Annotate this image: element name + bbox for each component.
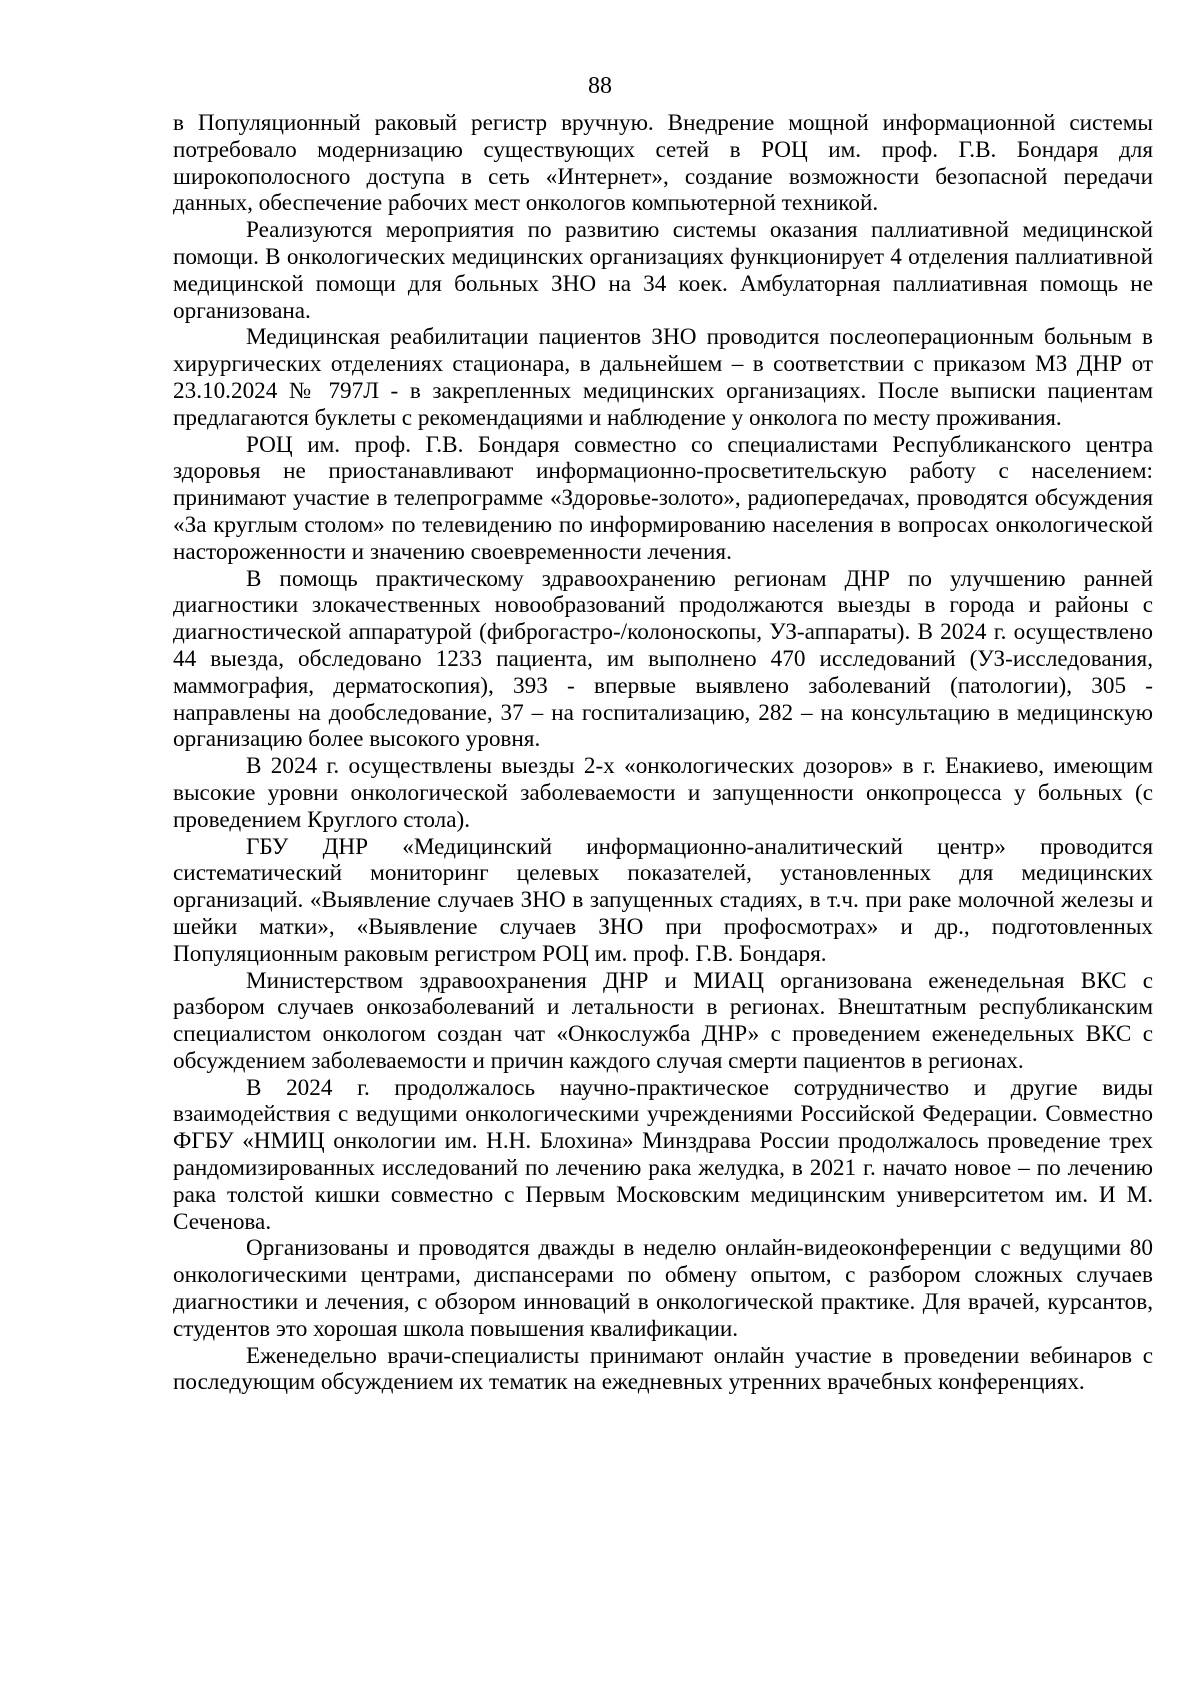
paragraph: РОЦ им. проф. Г.В. Бондаря совместно со специалистами Республиканского центра здоровья не приостанавливают информационно-просветительскую работу с населением: принимают участие в телепрограмме «Здоровье-золото», радиопередачах, проводятся обсуждения «За круглым столом» по телевидению по информированию населения в вопросах онкологической настороженности и значению своевременности лечения. (173, 431, 1153, 565)
paragraph: Реализуются мероприятия по развитию системы оказания паллиативной медицинской помощи. В онкологических медицинских организациях функционирует 4 отделения паллиативной медицинской помощи для больных ЗНО на 34 коек. Амбулаторная паллиативная помощь не организована. (173, 217, 1153, 324)
paragraph: В помощь практическому здравоохранению регионам ДНР по улучшению ранней диагностики злокачественных новообразований продолжаются выезды в города и районы с диагностической аппаратурой (фиброгастро-/колоноскопы, УЗ-аппараты). В 2024 г. осуществлено 44 выезда, обследовано 1233 пациента, им выполнено 470 исследований (УЗ-исследования, маммография, дерматоскопия), 393 - впервые выявлено заболеваний (патологии), 305 - направлены на дообследование, 37 – на госпитализацию, 282 – на консультацию в медицинскую организацию более высокого уровня. (173, 565, 1153, 753)
paragraph: Еженедельно врачи-специалисты принимают онлайн участие в проведении вебинаров с последующим обсуждением их тематик на ежедневных утренних врачебных конференциях. (173, 1342, 1153, 1396)
paragraph: В 2024 г. осуществлены выезды 2-х «онкологических дозоров» в г. Енакиево, имеющим высокие уровни онкологической заболеваемости и запущенности онкопроцесса у больных (с проведением Круглого стола). (173, 753, 1153, 833)
paragraph: Министерством здравоохранения ДНР и МИАЦ организована еженедельная ВКС с разбором случаев онкозаболеваний и летальности в регионах. Внештатным республиканским специалистом онкологом создан чат «Онкослужба ДНР» с проведением еженедельных ВКС с обсуждением заболеваемости и причин каждого случая смерти пациентов в регионах. (173, 967, 1153, 1074)
page-number: 88 (588, 73, 612, 99)
document-body (173, 110, 1153, 1396)
paragraph: Медицинская реабилитации пациентов ЗНО проводится послеоперационным больным в хирургических отделениях стационара, в дальнейшем – в соответствии с приказом МЗ ДНР от 23.10.2024 № 797Л - в закрепленных медицинских организациях. После выписки пациентам предлагаются буклеты с рекомендациями и наблюдение у онколога по месту проживания. (173, 324, 1153, 431)
paragraph: В 2024 г. продолжалось научно-практическое сотрудничество и другие виды взаимодействия с ведущими онкологическими учреждениями Российской Федерации. Совместно ФГБУ «НМИЦ онкологии им. Н.Н. Блохина» Минздрава России продолжалось проведение трех рандомизированных исследований по лечению рака желудка, в 2021 г. начато новое – по лечению рака толстой кишки совместно с Первым Московским медицинским университетом им. И М. Сеченова. (173, 1074, 1153, 1235)
paragraph: в Популяционный раковый регистр вручную. Внедрение мощной информационной системы потребовало модернизацию существующих сетей в РОЦ им. проф. Г.В. Бондаря для широкополосного доступа в сеть «Интернет», создание возможности безопасной передачи данных, обеспечение рабочих мест онкологов компьютерной техникой. (173, 110, 1153, 217)
paragraph: Организованы и проводятся дважды в неделю онлайн-видеоконференции с ведущими 80 онкологическими центрами, диспансерами по обмену опытом, с разбором сложных случаев диагностики и лечения, с обзором инноваций в онкологической практике. Для врачей, курсантов, студентов это хорошая школа повышения квалификации. (173, 1235, 1153, 1342)
paragraph: ГБУ ДНР «Медицинский информационно-аналитический центр» проводится систематический мониторинг целевых показателей, установленных для медицинских организаций. «Выявление случаев ЗНО в запущенных стадиях, в т.ч. при раке молочной железы и шейки матки», «Выявление случаев ЗНО при профосмотрах» и др., подготовленных Популяционным раковым регистром РОЦ им. проф. Г.В. Бондаря. (173, 833, 1153, 967)
